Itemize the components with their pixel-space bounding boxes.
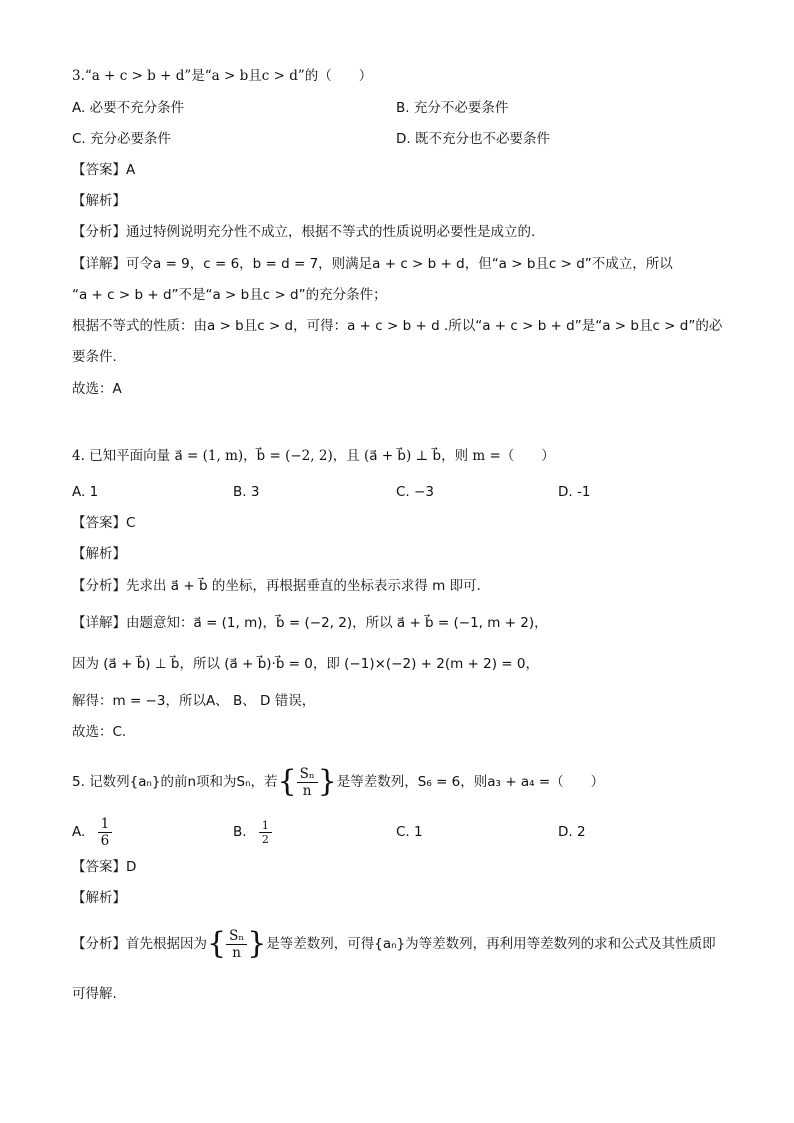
q5-option-a-den: 6 — [100, 832, 110, 849]
q5-option-a — [72, 812, 112, 852]
q4-choose: 故选：C. — [72, 724, 127, 740]
q3-option-c: C. 充分必要条件 — [72, 131, 172, 147]
q5-stem-suffix: 是等差数列，S₆ = 6，则a₃ + a₄ =（ ） — [336, 774, 605, 790]
q3-option-d: D. 既不充分也不必要条件 — [396, 131, 550, 147]
q5-analysis-suffix: 是等差数列，可得{aₙ}为等差数列，再利用等差数列的求和公式及其性质即 — [266, 936, 716, 952]
q5-option-b-label: B. — [233, 824, 247, 840]
q4-answer: 【答案】C — [72, 515, 136, 531]
q5-left-brace: { — [277, 764, 297, 799]
q5-option-b-fraction — [259, 819, 272, 846]
q4-option-a: A. 1 — [72, 484, 99, 500]
q4-option-b: B. 3 — [233, 484, 260, 500]
q3-option-b: B. 充分不必要条件 — [396, 100, 509, 116]
q4-analysis: 【分析】先求出 a⃗ + b⃗ 的坐标，再根据垂直的坐标表示求得 m 即可. — [72, 578, 481, 594]
q5-analysis-heading: 【解析】 — [72, 890, 126, 906]
q5-analysis — [72, 926, 716, 962]
q3-analysis: 【分析】通过特例说明充分性不成立，根据不等式的性质说明必要性是成立的. — [72, 224, 536, 240]
q4-detail-2: 因为 (a⃗ + b⃗) ⊥ b⃗，所以 (a⃗ + b⃗)·b⃗ = 0，即 (−1)×(−2) + 2(m + 2) = 0， — [72, 656, 539, 672]
q4-detail-3: 解得：m = −3，所以A、 B、 D 错误， — [72, 693, 316, 709]
q5-stem — [72, 764, 604, 800]
q4-detail-1: 【详解】由题意知：a⃗ = (1, m)，b⃗ = (−2, 2)，所以 a⃗ + b⃗ = (−1, m + 2)， — [72, 615, 548, 631]
q3-options-row-2 — [72, 129, 732, 149]
q3-detail-3: 根据不等式的性质：由a > b且c > d，可得：a + c > b + d .所以“a + c > b + d”是“a > b且c > d”的必 — [72, 318, 723, 334]
q3-stem: 3.“a + c > b + d”是“a > b且c > d”的（ ） — [72, 68, 373, 84]
q4-options-row — [72, 482, 732, 502]
q4-option-c: C. −3 — [396, 484, 434, 500]
q3-choose: 故选：A — [72, 381, 122, 397]
q3-analysis-heading: 【解析】 — [72, 193, 126, 209]
q5-option-a-num: 1 — [98, 816, 113, 833]
q5-option-a-fraction — [98, 816, 113, 849]
q5-stem-prefix: 5. 记数列{aₙ}的前n项和为Sₙ，若 — [72, 774, 278, 790]
q5-analysis-end: 可得解. — [72, 986, 117, 1002]
q5-analysis-frac-num: Sₙ — [226, 928, 247, 945]
q5-analysis-prefix: 【分析】首先根据因为 — [72, 936, 207, 952]
q5-answer: 【答案】D — [72, 859, 137, 875]
q5-option-d: D. 2 — [558, 824, 586, 840]
q5-options-row — [72, 812, 732, 852]
q5-right-brace: } — [317, 764, 337, 799]
q5-frac-denominator: n — [302, 782, 312, 799]
q3-detail-4: 要条件. — [72, 349, 117, 365]
q5-option-b-num: 1 — [259, 819, 272, 833]
q5-stem-fraction — [297, 766, 318, 799]
q4-analysis-heading: 【解析】 — [72, 546, 126, 562]
q5-option-c: C. 1 — [396, 824, 423, 840]
q5-analysis-right-brace: } — [247, 926, 267, 961]
q5-analysis-frac-den: n — [232, 944, 241, 961]
q3-options-row-1 — [72, 98, 732, 118]
q3-detail-1: 【详解】可令a = 9，c = 6，b = d = 7，则满足a + c > b + d，但“a > b且c > d”不成立，所以 — [72, 256, 673, 272]
q3-answer: 【答案】A — [72, 162, 136, 178]
q5-analysis-fraction — [226, 928, 247, 961]
q5-option-b — [233, 812, 272, 852]
q5-frac-numerator: Sₙ — [297, 766, 318, 783]
q4-option-d: D. -1 — [558, 484, 591, 500]
q3-option-a: A. 必要不充分条件 — [72, 100, 185, 116]
q5-option-b-den: 2 — [261, 832, 269, 846]
q3-detail-2: “a + c > b + d”不是“a > b且c > d”的充分条件； — [72, 287, 387, 303]
q5-option-a-label: A. — [72, 824, 86, 840]
q4-stem: 4. 已知平面向量 a⃗ = (1, m)，b⃗ = (−2, 2)，且 (a⃗ + b⃗) ⊥ b⃗，则 m =（ ） — [72, 448, 555, 464]
q5-analysis-left-brace: { — [207, 926, 227, 961]
